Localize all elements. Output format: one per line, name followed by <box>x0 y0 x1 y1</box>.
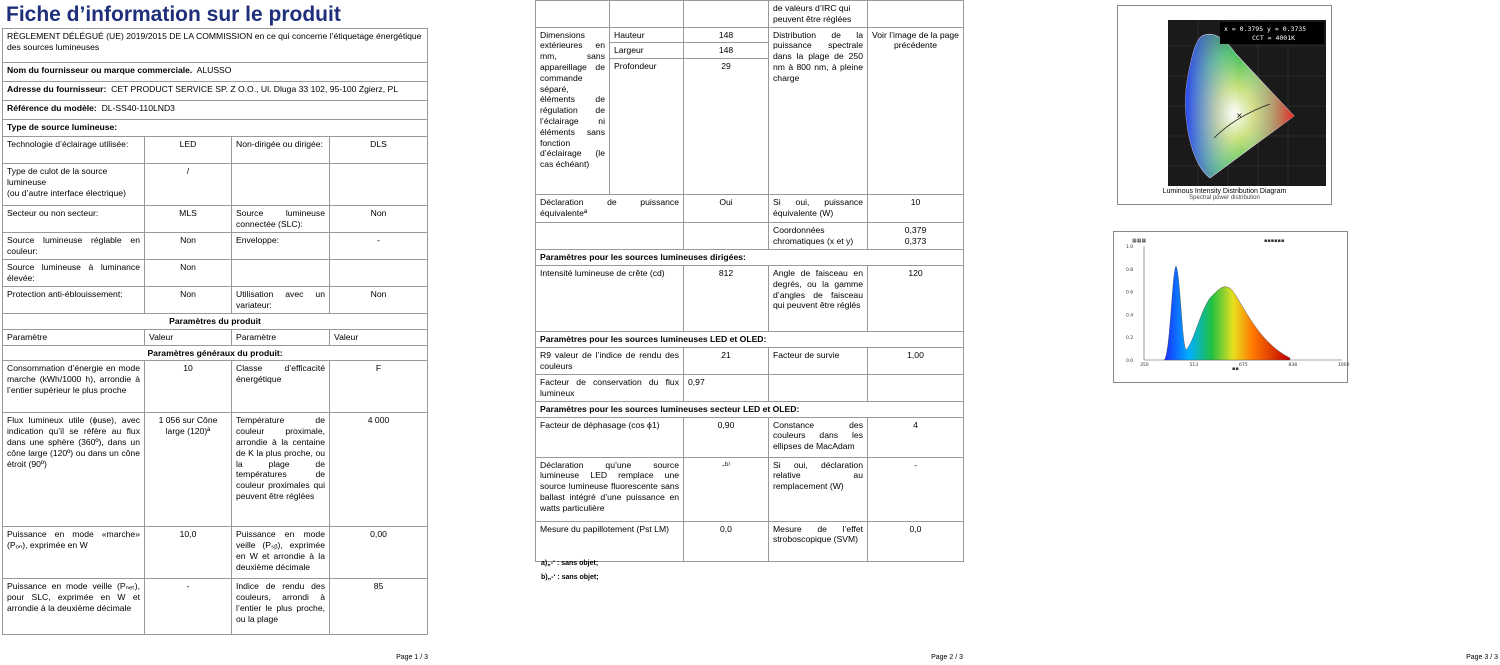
led-header: Paramètres pour les sources lumineuses LED et OLED: <box>536 331 964 347</box>
cell-label: Angle de faisceau en degrés, ou la gamme d’angles de faisceau qui peuvent être réglés <box>769 265 868 331</box>
spectral-power-image <box>1113 231 1348 383</box>
x-tick-label: 838 <box>1288 363 1298 368</box>
footnote-b: b)„-‘ : sans objet; <box>541 574 599 581</box>
page-title: Fiche d’information sur le produit <box>6 3 341 26</box>
cell-value: 4 000 <box>330 413 428 527</box>
cell-label: Si oui, déclaration relative au remplacement (W) <box>769 457 868 521</box>
cell-label: Puissance en mode veille (Pₛᵦ), exprimée en W et arrondie à la deuxième décimale <box>232 527 330 579</box>
mains-header: Paramètres pour les sources lumineuses secteur LED et OLED: <box>536 401 964 417</box>
cie-caption: Luminous Intensity Distribution Diagram <box>1162 188 1287 195</box>
spectrum-curve <box>1164 266 1290 360</box>
cell-label: Déclaration qu’une source lumineuse LED remplace une source lumineuse fluorescente sans ballast intégré d’une puissance en watts particulière <box>536 457 684 521</box>
cell-value: 0,0 <box>868 521 964 561</box>
cell-value: Non <box>330 206 428 233</box>
y-tick-label: 1.0 <box>1126 245 1134 250</box>
footnote-a: a)„-‘ : sans objet; <box>541 560 599 567</box>
cell-value: Oui <box>684 195 769 223</box>
cell-label: Facteur de conservation du flux lumineux <box>536 374 684 401</box>
cell-value: / <box>145 164 232 206</box>
column-header: Paramètre <box>232 329 330 345</box>
column-header: Valeur <box>330 329 428 345</box>
cell-value: 1,00 <box>868 347 964 374</box>
page-2 <box>535 0 965 665</box>
cell-value: 0,90 <box>684 417 769 457</box>
regulation-text: RÈGLEMENT DÉLÉGUÉ (UE) 2019/2015 DE LA COMMISSION en ce qui concerne l’étiquetage énergétique des sources lumineuses <box>3 29 428 63</box>
y-tick-label: 0.0 <box>1126 359 1134 364</box>
cell-label: R9 valeur de l’indice de rendu des couleurs <box>536 347 684 374</box>
dim-width-value: 148 <box>684 43 769 59</box>
cell-value: - <box>868 457 964 521</box>
cell-label: Utilisation avec un variateur: <box>232 287 330 314</box>
column-header: Paramètre <box>3 329 145 345</box>
cell-value: 10 <box>145 361 232 413</box>
y-tick-label: 0.6 <box>1126 290 1134 296</box>
cell-value: F <box>330 361 428 413</box>
cell-label: Puissance en mode «marche» (Pₒₙ), exprimée en W <box>3 527 145 579</box>
page-number: Page 3 / 3 <box>1466 654 1498 661</box>
cell-value: -ᵇ⁾ <box>684 457 769 521</box>
cell-label: Protection anti-éblouissement: <box>3 287 145 314</box>
cell-value: 4 <box>868 417 964 457</box>
dim-height-label: Hauteur <box>610 27 684 43</box>
cell-value: 0,00 <box>330 527 428 579</box>
supplier-row: Nom du fournisseur ou marque commerciale. ALUSSO <box>3 63 428 82</box>
cell-label: Type de culot de la source lumineuse (ou d’autre interface électrique) <box>3 164 145 206</box>
source-type-header: Type de source lumineuse: <box>3 120 428 137</box>
spectral-power-chart <box>1114 232 1350 382</box>
cie-xy-readout: x = 0.3795 y = 0.3735 <box>1224 25 1307 33</box>
dim-depth-value: 29 <box>684 59 769 195</box>
cell-label: Flux lumineux utile (ϕuse), avec indication qu’il se réfère au flux dans une sphère (360º), dans un cône large (120º) ou dans un cône étroit (90º) <box>3 413 145 527</box>
y-tick-label: 0.8 <box>1126 267 1134 273</box>
cell-value: 85 <box>330 579 428 635</box>
cell-value: LED <box>145 137 232 164</box>
cell-label: Non-dirigée ou dirigée: <box>232 137 330 164</box>
cie-chromaticity-image <box>1117 5 1332 205</box>
cell-label: Indice de rendu des couleurs, arrondi à l’entier le plus proche, ou la plage <box>232 579 330 635</box>
page-1 <box>0 0 430 665</box>
address-row: Adresse du fournisseur: CET PRODUCT SERVICE SP. Z O.O., Ul. Dluga 33 102, 95-100 Zgierz, PL <box>3 82 428 101</box>
cell-value: 1 056 sur Cône large (120)ª <box>145 413 232 527</box>
cie-diagram <box>1118 6 1331 188</box>
x-tick-label: 675 <box>1239 363 1248 368</box>
general-params-header: Paramètres généraux du produit: <box>3 345 428 361</box>
cell-label: Classe d’efficacité énergétique <box>232 361 330 413</box>
dim-width-label: Largeur <box>610 43 684 59</box>
cell-value: 812 <box>684 265 769 331</box>
cie-subcaption: Spectral power distribution <box>1189 195 1260 201</box>
cell-label: Coordonnées chromatiques (x et y) <box>769 223 868 250</box>
spectral-value: Voir l’image de la page précédente <box>868 27 964 195</box>
y-tick-label: 0.2 <box>1126 336 1134 342</box>
cell-label: Facteur de survie <box>769 347 868 374</box>
cell-label: Puissance en mode veille (Pₙₑₜ), pour SLC, exprimée en W et arrondie à la deuxième décimale <box>3 579 145 635</box>
product-info-table-2 <box>535 0 964 562</box>
cell-label: Constance des couleurs dans les ellipses de MacAdam <box>769 417 868 457</box>
cie-cct-readout: CCT = 4001K <box>1252 34 1296 42</box>
cell-label: de valeurs d’IRC qui peuvent être réglées <box>769 1 868 28</box>
page-number: Page 1 / 3 <box>396 654 428 661</box>
cell-value: Non <box>330 287 428 314</box>
cell-value: - <box>330 233 428 260</box>
y-tick-label: 0.4 <box>1126 313 1134 319</box>
cell-value: 120 <box>868 265 964 331</box>
cell-label: Température de couleur proximale, arrondie à la centaine de K la plus proche, ou la plage de températures de couleur proximales qui peuvent être réglées <box>232 413 330 527</box>
cell-label: Source lumineuse connectée (SLC): <box>232 206 330 233</box>
page-3 <box>1100 0 1500 665</box>
directional-header: Paramètres pour les sources lumineuses dirigées: <box>536 250 964 266</box>
cell-value: MLS <box>145 206 232 233</box>
dim-height-value: 148 <box>684 27 769 43</box>
cell-label: Technologie d’éclairage utilisée: <box>3 137 145 164</box>
x-tick-label: 1000 <box>1338 363 1350 368</box>
page-number: Page 2 / 3 <box>931 654 963 661</box>
cell-label: Source lumineuse à luminance élevée: <box>3 260 145 287</box>
product-info-table-1 <box>2 28 428 635</box>
svg-text:▦▦▦: ▦▦▦ <box>1132 238 1147 244</box>
x-tick-label: 350 <box>1140 363 1149 368</box>
model-row: Référence du modèle: DL-SS40-110LND3 <box>3 101 428 120</box>
cell-label: Facteur de déphasage (cos ϕ1) <box>536 417 684 457</box>
dimensions-label: Dimensions extérieures en mm, sans appareillage de commande séparé, éléments de régulation de l’éclairage ni éléments sans fonction d’éclairage (le cas échéant) <box>536 27 610 195</box>
cell-value: 21 <box>684 347 769 374</box>
cell-label: Intensité lumineuse de crête (cd) <box>536 265 684 331</box>
cell-value: - <box>145 579 232 635</box>
white-point-marker: × <box>1236 111 1243 120</box>
cell-value: 0,97 <box>684 374 769 401</box>
cell-value: DLS <box>330 137 428 164</box>
product-params-header: Paramètres du produit <box>3 314 428 330</box>
cell-value: Non <box>145 260 232 287</box>
svg-text:▪▪: ▪▪ <box>1232 366 1239 372</box>
x-tick-label: 513 <box>1189 363 1199 368</box>
cell-label: Déclaration de puissance équivalenteª <box>536 195 684 223</box>
cell-value: 10,0 <box>145 527 232 579</box>
cell-label: Mesure de l’effet stroboscopique (SVM) <box>769 521 868 561</box>
cell-label: Mesure du papillotement (Pst LM) <box>536 521 684 561</box>
svg-text:▪▪▪▪▪▪: ▪▪▪▪▪▪ <box>1264 238 1285 244</box>
cell-label: Si oui, puissance équivalente (W) <box>769 195 868 223</box>
spectral-label: Distribution de la puissance spectrale dans la plage de 250 nm à 800 nm, à pleine charge <box>769 27 868 195</box>
dim-depth-label: Profondeur <box>610 59 684 195</box>
cell-label: Enveloppe: <box>232 233 330 260</box>
cell-value: 0,0 <box>684 521 769 561</box>
cell-label: Source lumineuse réglable en couleur: <box>3 233 145 260</box>
cell-label: Secteur ou non secteur: <box>3 206 145 233</box>
cell-value: Non <box>145 233 232 260</box>
cell-label: Consommation d’énergie en mode marche (kWh/1000 h), arrondie à l’entier supérieur le plus proche <box>3 361 145 413</box>
cell-value: 10 <box>868 195 964 223</box>
column-header: Valeur <box>145 329 232 345</box>
cell-value: Non <box>145 287 232 314</box>
cell-value: 0,379 0,373 <box>868 223 964 250</box>
